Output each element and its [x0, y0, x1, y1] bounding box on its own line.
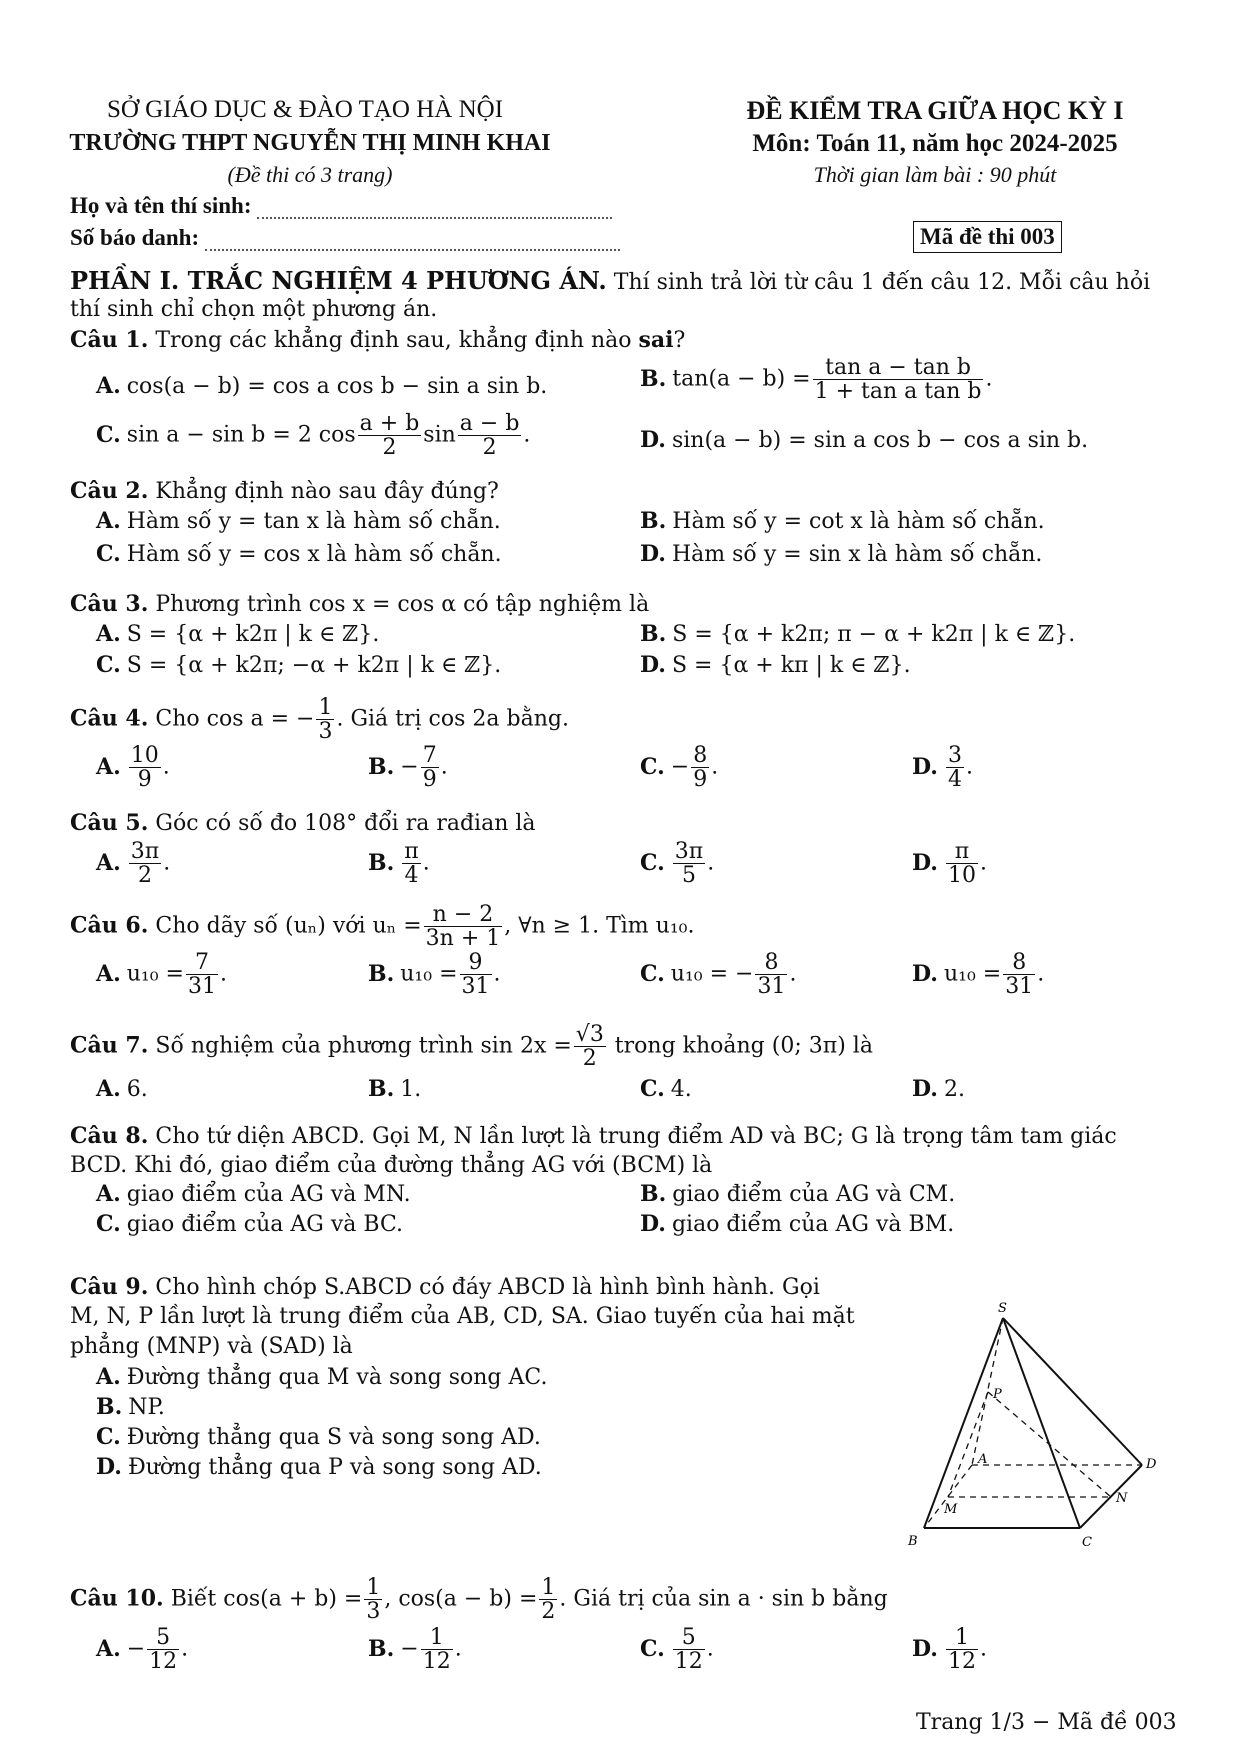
question-1 — [70, 327, 685, 353]
option-letter: B. — [368, 960, 395, 987]
q10-option-a[interactable]: A. − $\frac{5}{12}$ . — [96, 1625, 189, 1675]
numerator: 5 — [673, 1626, 705, 1650]
denominator: 4 — [947, 767, 962, 793]
q10-d-fraction — [946, 1626, 978, 1673]
option-letter: B. — [640, 365, 667, 392]
q2-c-text: Hàm số y = cos x là hàm số chẵn. — [126, 542, 502, 567]
question-9 — [70, 1274, 820, 1300]
q2-option-a[interactable] — [96, 508, 501, 534]
denominator: 10 — [947, 863, 976, 889]
option-letter: A. — [96, 1635, 121, 1662]
q9-line-1: Cho hình chóp S.ABCD có đáy ABCD là hình bình hành. Gọi — [148, 1275, 820, 1300]
option-letter: A. — [96, 1076, 121, 1102]
denominator: 5 — [682, 863, 697, 889]
q3-c-text: S = {α + k2π; −α + k2π | k ∈ ℤ}. — [126, 653, 502, 678]
numerator: 3 — [947, 743, 962, 768]
option-letter: A. — [96, 508, 121, 534]
q9-line-3: phẳng (MNP) và (SAD) là — [70, 1334, 353, 1359]
q10-a-fraction — [147, 1626, 179, 1673]
q8-d-text: giao điểm của AG và BM. — [671, 1212, 955, 1237]
option-letter: B. — [640, 1181, 667, 1207]
q8-a-text: giao điểm của AG và MN. — [126, 1182, 411, 1207]
q4-d-fraction — [946, 744, 964, 791]
q8-option-a[interactable] — [96, 1181, 411, 1207]
q7-a-text: 6. — [126, 1077, 148, 1102]
numerator: 9 — [460, 951, 492, 975]
numerator: a − b — [459, 411, 520, 436]
q7-fraction — [574, 1023, 606, 1070]
q3-option-c[interactable] — [96, 652, 501, 678]
q5-option-d[interactable]: D. $\frac{\pi}{10}$ . — [912, 839, 987, 889]
q6-option-d[interactable]: D. u₁₀ = $\frac{8}{31}$ . — [912, 950, 1045, 1000]
q1-d-text: sin(a − b) = sin a cos b − cos a sin b. — [671, 428, 1089, 453]
q4-fraction — [316, 696, 334, 743]
option-letter: A. — [96, 849, 121, 876]
denominator: 4 — [404, 863, 419, 889]
option-letter: D. — [912, 1635, 938, 1662]
q9-option-c[interactable] — [96, 1424, 541, 1450]
q10-mid: , cos(a − b) = — [384, 1586, 538, 1612]
q1-end: ? — [673, 328, 686, 353]
q5-d-fraction — [946, 840, 978, 887]
q6-option-b[interactable]: B. u₁₀ = $\frac{9}{31}$ . — [368, 950, 501, 1000]
denominator: 3n + 1 — [425, 926, 501, 952]
q10-option-b[interactable]: B. − $\frac{1}{12}$ . — [368, 1625, 462, 1675]
numerator: 3π — [674, 839, 704, 864]
q3-option-b[interactable] — [640, 621, 1075, 647]
q7-option-a[interactable] — [96, 1076, 148, 1102]
q5-a-fraction — [129, 840, 161, 887]
option-letter: B. — [368, 1635, 395, 1662]
q10-fraction-1 — [364, 1576, 382, 1623]
q1-c-fraction-2 — [458, 412, 522, 459]
exam-title: ĐỀ KIỂM TRA GIỮA HỌC KỲ I — [746, 96, 1124, 125]
q6-label: Câu 6. — [70, 912, 149, 939]
q2-option-b[interactable] — [640, 508, 1045, 534]
q7-post: trong khoảng (0; 3π) là — [607, 1033, 873, 1059]
numerator: tan a − tan b — [813, 356, 984, 380]
q1-c-mid: sin — [423, 422, 456, 448]
q8-c-text: giao điểm của AG và BC. — [126, 1212, 403, 1237]
q4-pre: Cho cos a = − — [148, 706, 315, 732]
exam-code-box: Mã đề thi 003 — [913, 221, 1062, 253]
q1-a-text: cos(a − b) = cos a cos b − sin a sin b. — [126, 374, 548, 399]
q1-option-d[interactable] — [640, 427, 1088, 453]
q10-option-c[interactable]: C. $\frac{5}{12}$ . — [640, 1625, 714, 1675]
edge-cd — [1080, 1465, 1142, 1528]
option-letter: A. — [96, 1364, 121, 1390]
option-letter: A. — [96, 1181, 121, 1207]
q4-option-c[interactable]: C. − $\frac{8}{9}$ . — [640, 743, 719, 793]
q7-label: Câu 7. — [70, 1032, 149, 1059]
question-8 — [70, 1123, 1117, 1149]
q4-option-a[interactable]: A. $\frac{10}{9}$ . — [96, 743, 170, 793]
id-label: Số báo danh: — [70, 225, 200, 250]
q6-c-fraction — [755, 951, 787, 998]
denominator: 12 — [674, 1649, 703, 1675]
q7-c-text: 4. — [670, 1077, 692, 1102]
denominator: 2 — [541, 1599, 556, 1625]
name-label: Họ và tên thí sinh: — [70, 193, 252, 218]
q1-b-text: tan(a − b) = — [672, 366, 811, 392]
option-letter: D. — [912, 1076, 938, 1102]
pyramid-figure — [900, 1280, 1160, 1560]
option-letter: A. — [96, 621, 121, 647]
option-letter: C. — [640, 1076, 665, 1102]
q9-d-text: Đường thẳng qua P và song song AD. — [127, 1455, 542, 1480]
denominator: 2 — [482, 435, 497, 461]
q4-post: . Giá trị cos 2a bằng. — [336, 706, 569, 732]
q1-b-fraction — [813, 356, 984, 403]
q1-option-c[interactable]: C. sin a − sin b = 2 cos $\frac{a + b}{2}$ sin $\frac{a - b}{2}$ . — [96, 411, 531, 461]
q3-label: Câu 3. — [70, 591, 149, 617]
q5-label: Câu 5. — [70, 810, 149, 836]
numerator: 7 — [422, 743, 437, 768]
segment-pm — [948, 1392, 988, 1497]
numerator: 1 — [541, 1575, 556, 1600]
denominator: 3 — [366, 1599, 381, 1625]
question-5 — [70, 810, 536, 836]
denominator: 9 — [422, 767, 437, 793]
q2-a-text: Hàm số y = tan x là hàm số chẵn. — [126, 509, 501, 534]
q4-option-d[interactable]: D. $\frac{3}{4}$ . — [912, 743, 973, 793]
numerator: 5 — [147, 1626, 179, 1650]
option-letter: D. — [640, 1211, 666, 1237]
option-letter: B. — [96, 1394, 123, 1420]
q5-option-c[interactable]: C. $\frac{3\pi}{5}$ . — [640, 839, 715, 889]
q2-option-c[interactable] — [96, 541, 502, 567]
q8-line-2: BCD. Khi đó, giao điểm của đường thẳng AG với (BCM) là — [70, 1153, 713, 1178]
option-letter: D. — [912, 753, 938, 780]
sign: − — [670, 754, 690, 780]
q10-b-fraction — [421, 1626, 453, 1673]
candidate-name-row — [70, 193, 612, 219]
question-3 — [70, 591, 649, 617]
option-letter: C. — [96, 1424, 121, 1450]
q6-pre: Cho dãy số (uₙ) với uₙ = — [148, 913, 422, 939]
q9-a-text: Đường thẳng qua M và song song AC. — [126, 1365, 548, 1390]
q1-text: Trong các khẳng định sau, khẳng định nào — [148, 328, 639, 353]
pages-note: (Đề thi có 3 trang) — [227, 162, 393, 187]
q1-keyword: sai — [638, 327, 674, 353]
option-letter: C. — [640, 1635, 665, 1662]
option-letter: B. — [368, 849, 395, 876]
denominator: 12 — [422, 1649, 451, 1675]
option-letter: C. — [640, 849, 665, 876]
question-2 — [70, 478, 499, 504]
label-s: S — [998, 1301, 1007, 1316]
numerator: 7 — [186, 951, 218, 975]
option-letter: C. — [96, 421, 121, 448]
q8-option-c[interactable] — [96, 1211, 403, 1237]
subject-line: Môn: Toán 11, năm học 2024-2025 — [752, 130, 1118, 157]
numerator: 10 — [130, 743, 159, 768]
numerator: 1 — [421, 1626, 453, 1650]
q10-post: . Giá trị của sin a · sin b bằng — [559, 1586, 888, 1612]
q1-c-text: sin a − sin b = 2 cos — [126, 422, 356, 448]
q10-fraction-2 — [539, 1576, 557, 1623]
label-m: M — [944, 1502, 958, 1517]
q10-label: Câu 10. — [70, 1585, 164, 1612]
numerator: 1 — [946, 1626, 978, 1650]
q2-option-d[interactable] — [640, 541, 1042, 567]
denominator: 2 — [382, 435, 397, 461]
q10-option-d[interactable]: D. $\frac{1}{12}$ . — [912, 1625, 987, 1675]
q2-text: Khẳng định nào sau đây đúng? — [148, 479, 499, 504]
q1-label: Câu 1. — [70, 327, 149, 353]
numerator: 8 — [693, 743, 708, 768]
label-p: P — [993, 1387, 1002, 1402]
label-b: B — [908, 1534, 918, 1549]
label-n: N — [1116, 1491, 1128, 1506]
option-letter: B. — [640, 508, 667, 534]
segment-pn — [988, 1392, 1111, 1497]
q6-c-pre: u₁₀ = − — [670, 961, 754, 987]
q8-option-d[interactable] — [640, 1211, 954, 1237]
option-letter: C. — [96, 541, 121, 567]
department-name: SỞ GIÁO DỤC & ĐÀO TẠO HÀ NỘI — [106, 96, 504, 123]
q5-option-b[interactable]: B. $\frac{\pi}{4}$ . — [368, 839, 430, 889]
denominator: 1 + tan a tan b — [814, 379, 982, 405]
q9-b-text: NP. — [128, 1395, 165, 1420]
q5-option-a[interactable]: A. $\frac{3\pi}{2}$ . — [96, 839, 171, 889]
q2-label: Câu 2. — [70, 478, 149, 504]
option-letter: C. — [640, 753, 665, 780]
q6-b-fraction — [460, 951, 492, 998]
numerator: 8 — [1003, 951, 1035, 975]
q8-line-1: Cho tứ diện ABCD. Gọi M, N lần lượt là trung điểm AD và BC; G là trọng tâm tam giác — [148, 1124, 1117, 1149]
denominator: 12 — [149, 1649, 178, 1675]
q4-c-fraction — [691, 744, 709, 791]
q3-a-text: S = {α + k2π | k ∈ ℤ}. — [126, 622, 380, 647]
q2-d-text: Hàm số y = sin x là hàm số chẵn. — [671, 542, 1043, 567]
sign: − — [400, 1636, 419, 1662]
q7-option-b[interactable] — [368, 1076, 421, 1102]
q3-option-a[interactable] — [96, 621, 379, 647]
numerator: 1 — [366, 1575, 381, 1600]
page-footer: Trang 1/3 − Mã đề 003 — [916, 1710, 1177, 1735]
q6-option-c[interactable]: C. u₁₀ = − $\frac{8}{31}$ . — [640, 950, 797, 1000]
numerator: 3π — [130, 839, 160, 864]
option-letter: D. — [96, 1454, 122, 1480]
part1-heading — [70, 266, 1150, 295]
q7-d-text: 2. — [943, 1077, 965, 1102]
denominator: 2 — [137, 863, 152, 889]
q8-b-text: giao điểm của AG và CM. — [672, 1182, 956, 1207]
q10-pre: Biết cos(a + b) = — [163, 1586, 363, 1612]
denominator: 2 — [582, 1046, 597, 1072]
q7-option-d[interactable] — [912, 1076, 965, 1102]
label-a: A — [978, 1452, 988, 1467]
time-line: Thời gian làm bài : 90 phút — [813, 162, 1057, 187]
option-letter: A. — [96, 373, 121, 399]
q9-option-b[interactable] — [96, 1394, 165, 1420]
candidate-id-row — [70, 225, 620, 251]
q9-c-text: Đường thẳng qua S và song song AD. — [126, 1425, 541, 1450]
denominator: 31 — [187, 974, 216, 1000]
label-c: C — [1082, 1535, 1092, 1550]
q6-a-fraction — [186, 951, 218, 998]
q3-b-text: S = {α + k2π; π − α + k2π | k ∈ ℤ}. — [672, 622, 1076, 647]
q4-b-fraction — [421, 744, 439, 791]
sign: − — [400, 754, 419, 780]
q2-b-text: Hàm số y = cot x là hàm số chẵn. — [672, 509, 1045, 534]
q6-option-a[interactable]: A. u₁₀ = $\frac{7}{31}$ . — [96, 950, 227, 1000]
numerator: √3 — [575, 1022, 604, 1047]
denominator: 9 — [693, 767, 708, 793]
q6-fraction — [424, 903, 503, 950]
q4-option-b[interactable]: B. − $\frac{7}{9}$ . — [368, 743, 448, 793]
denominator: 9 — [137, 767, 152, 793]
part1-title: PHẦN I. TRẮC NGHIỆM 4 PHƯƠNG ÁN. — [70, 266, 607, 295]
option-letter: D. — [640, 427, 666, 453]
option-letter: D. — [640, 652, 666, 678]
denominator: 31 — [461, 974, 490, 1000]
q5-c-fraction — [673, 840, 705, 887]
question-10 — [70, 1576, 888, 1623]
q8-option-b[interactable] — [640, 1181, 955, 1207]
numerator: a + b — [359, 411, 420, 436]
option-letter: A. — [96, 960, 121, 987]
numerator: 1 — [318, 695, 333, 720]
q4-label: Câu 4. — [70, 705, 149, 732]
option-letter: D. — [912, 849, 938, 876]
name-blank — [257, 197, 612, 219]
q9-line-2: M, N, P lần lượt là trung điểm của AB, CD, SA. Giao tuyến của hai mặt — [70, 1304, 855, 1329]
q5-text: Góc có số đo 108° đổi ra rađian là — [148, 811, 536, 836]
q6-a-pre: u₁₀ = — [126, 961, 184, 987]
q3-option-d[interactable] — [640, 652, 911, 678]
numerator: 8 — [755, 951, 787, 975]
q6-d-fraction — [1003, 951, 1035, 998]
denominator: 3 — [318, 719, 333, 745]
denominator: 12 — [947, 1649, 976, 1675]
numerator: π — [404, 839, 419, 864]
label-d: D — [1146, 1457, 1157, 1472]
q10-c-fraction — [673, 1626, 705, 1673]
option-letter: D. — [912, 960, 938, 987]
q1-option-b[interactable]: B. tan(a − b) = $\frac{\text{tan a − tan b}}{\text{1 + tan a tan b}}$ . — [640, 355, 993, 405]
option-letter: B. — [368, 1076, 395, 1102]
q7-b-text: 1. — [400, 1077, 422, 1102]
part1-instruction: Thí sinh trả lời từ câu 1 đến câu 12. Mỗi câu hỏi — [606, 270, 1151, 295]
question-4 — [70, 696, 569, 743]
q6-d-pre: u₁₀ = — [943, 961, 1002, 987]
q1-option-a[interactable] — [96, 373, 547, 399]
edge-sd — [1003, 1318, 1142, 1465]
q4-a-fraction — [129, 744, 161, 791]
school-name: TRƯỜNG THPT NGUYỄN THỊ MINH KHAI — [69, 130, 551, 156]
q6-post: , ∀n ≥ 1. Tìm u₁₀. — [504, 913, 695, 939]
option-letter: C. — [96, 1211, 121, 1237]
option-letter: B. — [640, 621, 667, 647]
option-letter: C. — [640, 960, 665, 987]
q7-pre: Số nghiệm của phương trình sin 2x = — [148, 1033, 572, 1059]
denominator: 31 — [1005, 974, 1034, 1000]
q1-c-fraction-1 — [358, 412, 422, 459]
q3-d-text: S = {α + kπ | k ∈ ℤ}. — [671, 653, 911, 678]
q9-option-d[interactable] — [96, 1454, 542, 1480]
option-letter: B. — [368, 753, 395, 780]
q9-option-a[interactable] — [96, 1364, 547, 1390]
option-letter: D. — [640, 541, 666, 567]
question-7 — [70, 1023, 873, 1070]
sign: − — [126, 1636, 146, 1662]
numerator: n − 2 — [424, 903, 503, 927]
id-blank — [205, 229, 620, 251]
denominator: 31 — [757, 974, 786, 1000]
numerator: π — [946, 840, 978, 864]
part1-instruction-2: thí sinh chỉ chọn một phương án. — [70, 297, 438, 322]
q8-label: Câu 8. — [70, 1123, 149, 1149]
option-letter: A. — [96, 753, 121, 780]
option-letter: C. — [96, 652, 121, 678]
q6-b-pre: u₁₀ = — [400, 961, 458, 987]
q5-b-fraction — [402, 840, 420, 887]
q9-label: Câu 9. — [70, 1274, 149, 1300]
q7-option-c[interactable] — [640, 1076, 692, 1102]
q3-text: Phương trình cos x = cos α có tập nghiệm là — [148, 592, 650, 617]
question-6 — [70, 903, 694, 950]
